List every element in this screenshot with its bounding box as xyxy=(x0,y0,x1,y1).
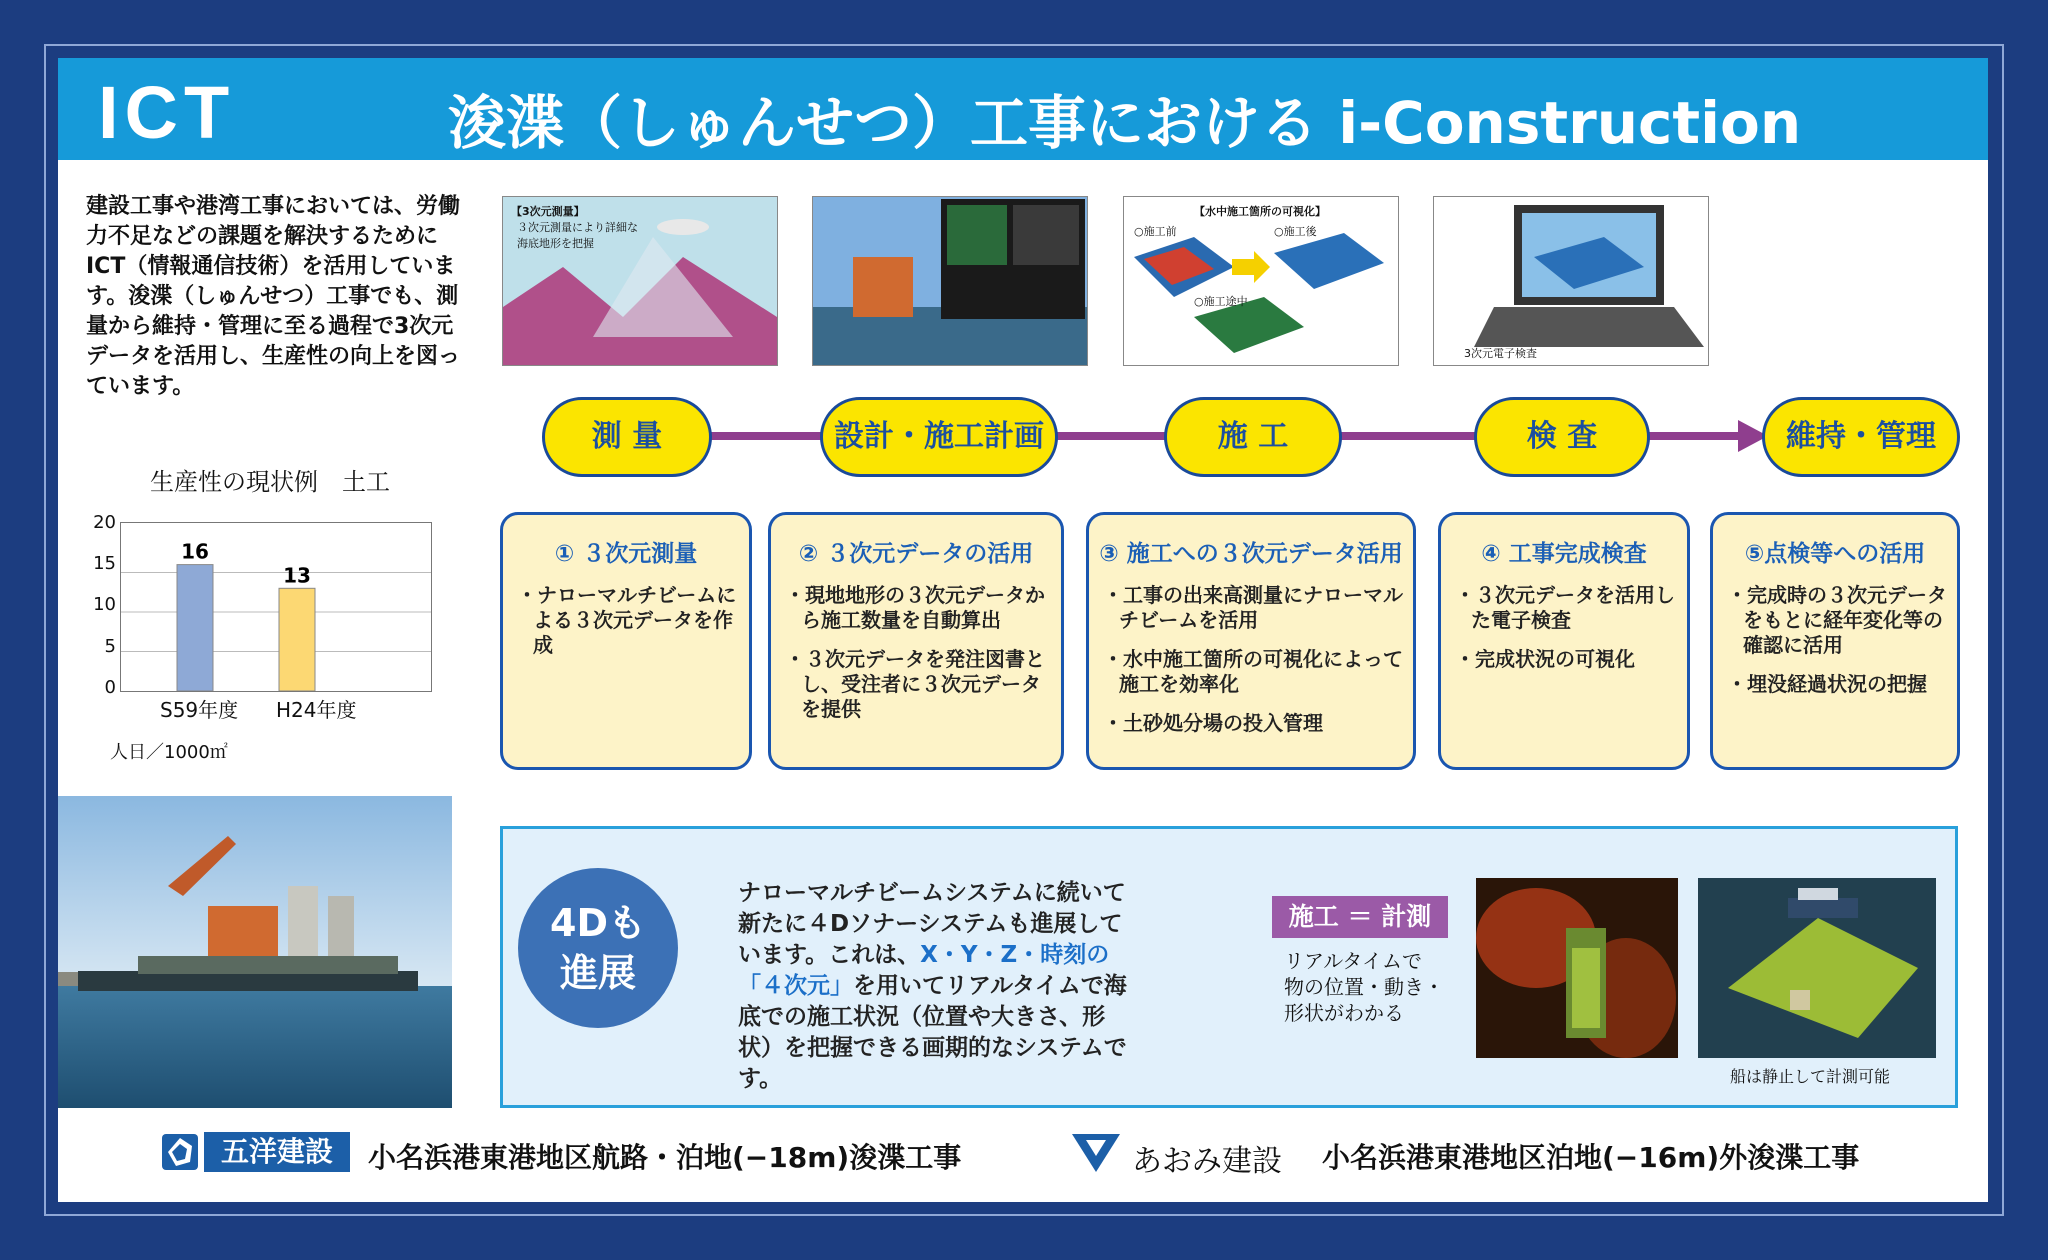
page-title: 浚渫（しゅんせつ）工事における i-Construction xyxy=(448,89,1802,157)
thumb3-title: 【水中施工箇所の可視化】 xyxy=(1194,205,1326,218)
card-4-title: ④ 工事完成検査 xyxy=(1481,541,1647,567)
card-2-title: ② ３次元データの活用 xyxy=(798,541,1034,567)
card-3-item: ・ 水中施工箇所の可視化によって施工を効率化 xyxy=(1103,647,1403,697)
bar-label-1: 16 xyxy=(181,539,209,564)
fourd-circle-line1: 4Dも xyxy=(550,901,646,945)
thumb-laptop xyxy=(1433,196,1709,366)
card-4 xyxy=(1438,512,1690,770)
card-2 xyxy=(768,512,1064,770)
thumb1-title: 【3次元測量】 xyxy=(511,205,585,218)
thumb3-before: ○施工前 xyxy=(1134,225,1177,238)
construction-measure-badge: 施工 ＝ 計測 xyxy=(1272,896,1448,938)
card-1-item: ・ ナローマルチビームによる３次元データを作成 xyxy=(517,583,749,658)
step-inspection: 検 査 xyxy=(1474,397,1650,477)
intro-text: 建設工事や港湾工事においては、労働力不足などの課題を解決するためにICT（情報通信技術）を活用しています。浚渫（しゅんせつ）工事でも、測量から維持・管理に至る過程で3次元データを活用し、生産性の向上を図っています。 xyxy=(86,194,461,399)
thumb4-caption: 3次元電子検査 xyxy=(1464,347,1537,360)
company1-logo: 五洋建設 xyxy=(204,1132,350,1172)
header-bar xyxy=(58,58,1988,160)
bar-2 xyxy=(279,588,315,691)
fourd-text-blue: X・Y・Z・時刻の「４次元」 xyxy=(738,942,1110,999)
sonar-image xyxy=(1476,878,1678,1058)
thumb-3d-survey xyxy=(502,196,778,366)
realtime-line: 形状がわかる xyxy=(1284,1001,1404,1025)
x-category-1: S59年度 xyxy=(160,698,239,722)
step-maintenance: 維持・管理 xyxy=(1762,397,1960,477)
thumb3-after: ○施工後 xyxy=(1274,225,1317,238)
fourd-circle xyxy=(518,868,678,1028)
thumb-visualization xyxy=(1123,196,1399,366)
card-3 xyxy=(1086,512,1416,770)
step-construction: 施 工 xyxy=(1164,397,1342,477)
step-design: 設計・施工計画 xyxy=(820,397,1058,477)
goyo-logo-icon xyxy=(162,1134,198,1170)
card-2-item: ・ ３次元データを発注図書とし、受注者に３次元データを提供 xyxy=(785,647,1051,722)
y-tick-0: 0 xyxy=(104,677,116,698)
fourd-text-b: を用いてリアルタイムで海底での施工状況（位置や大きさ、形状）を把握できる画期的なシステムです。 xyxy=(738,973,1127,1092)
bar-1 xyxy=(177,565,213,691)
fourd-circle-line2: 進展 xyxy=(559,951,636,995)
chart-unit: 人日／1000㎡ xyxy=(110,742,228,763)
card-5-title: ⑤点検等への活用 xyxy=(1744,541,1926,567)
y-tick-15: 15 xyxy=(93,553,116,574)
ship-caption: 船は静止して計測可能 xyxy=(1730,1067,1891,1086)
card-3-title: ③ 施工への３次元データ活用 xyxy=(1099,541,1403,567)
realtime-line: 物の位置・動き・ xyxy=(1284,975,1444,999)
step-survey: 測 量 xyxy=(542,397,712,477)
card-4-item: ・ 完成状況の可視化 xyxy=(1455,647,1677,672)
x-category-2: H24年度 xyxy=(276,698,357,722)
card-5-item: ・ 埋没経過状況の把握 xyxy=(1727,672,1947,697)
thumb-ship-screen xyxy=(812,196,1088,366)
bar-label-2: 13 xyxy=(283,563,311,588)
thumb1-text: ３次元測量により詳細な海底地形を把握 xyxy=(517,221,638,250)
card-3-item: ・ 工事の出来高測量にナローマルチビームを活用 xyxy=(1103,583,1403,633)
card-2-item: ・ 現地地形の３次元データから施工数量を自動算出 xyxy=(785,583,1051,633)
project1-name: 小名浜港東港地区航路・泊地(−18m)浚渫工事 xyxy=(368,1141,962,1174)
card-1-title: ① ３次元測量 xyxy=(554,541,698,567)
fourd-text-a: ナローマルチビームシステムに続いて新たに４Dソナーシステムも進展しています。これは、 xyxy=(738,880,1126,968)
fourd-description xyxy=(738,878,1138,1095)
card-4-item: ・ ３次元データを活用した電子検査 xyxy=(1455,583,1677,633)
card-1 xyxy=(500,512,752,770)
realtime-text xyxy=(1284,948,1444,1026)
y-tick-5: 5 xyxy=(104,636,116,657)
card-5 xyxy=(1710,512,1960,770)
dredger-photo xyxy=(58,796,452,1108)
aomi-logo-icon xyxy=(1068,1128,1124,1176)
thumb3-mid: ○施工途中 xyxy=(1194,295,1248,308)
y-tick-20: 20 xyxy=(93,512,116,533)
bar-chart xyxy=(121,523,431,691)
card-5-item: ・ 完成時の３次元データをもとに経年変化等の確認に活用 xyxy=(1727,583,1947,658)
ship-sonar-diagram xyxy=(1698,878,1936,1058)
card-3-item: ・ 土砂処分場の投入管理 xyxy=(1103,711,1403,736)
project2-name: 小名浜港東港地区泊地(−16m)外浚渫工事 xyxy=(1322,1141,1860,1174)
ict-label: ICT xyxy=(98,71,236,154)
company2-logo: あおみ建設 xyxy=(1132,1144,1282,1179)
realtime-line: リアルタイムで xyxy=(1284,949,1422,973)
y-tick-10: 10 xyxy=(93,594,116,615)
chart-area xyxy=(120,522,432,692)
chart-title: 生産性の現状例 土工 xyxy=(150,468,390,496)
